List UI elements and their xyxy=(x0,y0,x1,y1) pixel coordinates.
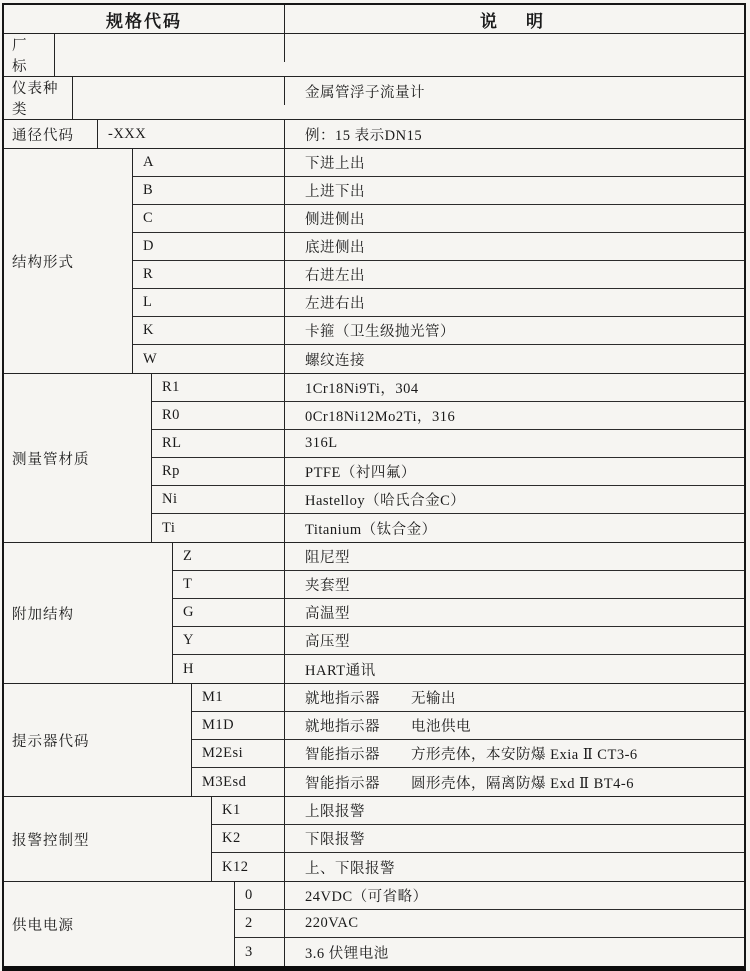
table-row xyxy=(73,77,744,105)
code-cell: Rp xyxy=(152,458,285,485)
section-additional-structure xyxy=(4,543,744,684)
code-cell: K12 xyxy=(212,853,285,881)
desc-cell: 高压型 xyxy=(305,634,350,650)
table-row xyxy=(55,34,744,62)
table-row xyxy=(235,910,744,938)
table-row xyxy=(133,205,744,233)
code-cell: M3Esd xyxy=(192,768,285,796)
desc-cell: 左进右出 xyxy=(305,296,365,312)
desc-part1: 就地指示器 xyxy=(305,719,380,735)
table-row xyxy=(192,712,744,740)
desc-cell: 24VDC（可省略） xyxy=(305,889,428,905)
desc-part2: 方形壳体，本安防爆 Exia Ⅱ CT3-6 xyxy=(411,747,638,763)
table-row xyxy=(173,655,744,683)
desc-cell: 下限报警 xyxy=(305,832,365,848)
section-instrument-type xyxy=(4,77,744,120)
code-cell: M1 xyxy=(192,684,285,711)
desc-cell: 金属管浮子流量计 xyxy=(305,84,425,101)
table-row xyxy=(133,261,744,289)
section-label: 报警控制型 xyxy=(4,797,212,881)
code-cell xyxy=(73,77,285,105)
table-row xyxy=(192,684,744,712)
table-row xyxy=(133,289,744,317)
code-cell: Z xyxy=(173,543,285,570)
section-label: 供电电源 xyxy=(4,882,235,966)
section-label: 仪表种类 xyxy=(4,77,73,119)
section-label: 附加结构 xyxy=(4,543,173,683)
table-row xyxy=(192,768,744,796)
desc-cell: 316L xyxy=(305,435,338,451)
desc-cell: 夹套型 xyxy=(305,578,350,594)
desc-cell: 0Cr18Ni12Mo2Ti，316 xyxy=(305,409,456,425)
desc-cell: 上限报警 xyxy=(305,804,365,820)
section-diameter-code xyxy=(4,120,744,149)
desc-cell xyxy=(285,684,744,711)
code-cell: B xyxy=(133,177,285,204)
desc-cell: 上、下限报警 xyxy=(305,860,395,877)
code-cell xyxy=(55,34,285,62)
code-cell: D xyxy=(133,233,285,260)
code-cell: Ti xyxy=(152,514,285,542)
table-row xyxy=(173,543,744,571)
code-cell: C xyxy=(133,205,285,232)
desc-part2: 电池供电 xyxy=(411,719,471,735)
spec-code-table xyxy=(2,3,746,971)
desc-cell: 侧进侧出 xyxy=(305,212,365,228)
table-row xyxy=(212,825,744,853)
code-cell: K1 xyxy=(212,797,285,824)
code-cell: K2 xyxy=(212,825,285,852)
desc-part2: 圆形壳体，隔离防爆 Exd Ⅱ BT4-6 xyxy=(411,775,634,792)
desc-cell: 右进左出 xyxy=(305,268,365,284)
desc-cell xyxy=(285,34,744,62)
code-cell: K xyxy=(133,317,285,344)
section-factory-mark xyxy=(4,34,744,77)
desc-cell: Hastelloy（哈氏合金C） xyxy=(305,493,466,509)
desc-part2: 无输出 xyxy=(411,691,456,707)
desc-part1: 智能指示器 xyxy=(305,775,380,792)
table-row xyxy=(173,627,744,655)
code-cell: A xyxy=(133,149,285,176)
code-cell: R xyxy=(133,261,285,288)
table-row xyxy=(173,571,744,599)
table-row xyxy=(133,317,744,345)
section-label: 通径代码 xyxy=(4,120,98,148)
table-row xyxy=(133,345,744,373)
table-row xyxy=(152,514,744,542)
code-cell: R0 xyxy=(152,402,285,429)
desc-part1: 就地指示器 xyxy=(305,691,380,707)
table-row xyxy=(152,374,744,402)
code-cell: W xyxy=(133,345,285,373)
section-power-supply xyxy=(4,882,744,966)
code-cell: M2Esi xyxy=(192,740,285,767)
section-label: 提示器代码 xyxy=(4,684,192,796)
section-tube-material xyxy=(4,374,744,543)
code-cell: T xyxy=(173,571,285,598)
section-label: 结构形式 xyxy=(4,149,133,373)
code-cell: RL xyxy=(152,430,285,457)
code-cell: L xyxy=(133,289,285,316)
table-row xyxy=(235,882,744,910)
code-cell: R1 xyxy=(152,374,285,401)
code-cell: Y xyxy=(173,627,285,654)
desc-cell xyxy=(285,712,744,739)
desc-cell: 例：15 表示DN15 xyxy=(305,127,423,144)
section-structure-form xyxy=(4,149,744,374)
desc-cell: 3.6 伏锂电池 xyxy=(305,945,389,962)
table-row xyxy=(152,458,744,486)
code-cell: 3 xyxy=(235,938,285,966)
desc-cell: 上进下出 xyxy=(305,184,365,200)
table-row xyxy=(98,120,744,148)
section-indicator-code xyxy=(4,684,744,797)
section-label: 厂 标 xyxy=(4,34,55,76)
table-row xyxy=(235,938,744,966)
code-cell: H xyxy=(173,655,285,683)
desc-cell: 1Cr18Ni9Ti，304 xyxy=(305,381,419,397)
header-spec-code: 规格代码 xyxy=(4,5,285,33)
table-row xyxy=(133,177,744,205)
section-label: 测量管材质 xyxy=(4,374,152,542)
table-row xyxy=(173,599,744,627)
desc-cell: HART通讯 xyxy=(305,662,376,679)
header-description: 说 明 xyxy=(480,11,549,31)
desc-cell xyxy=(285,740,744,767)
desc-cell: 220VAC xyxy=(305,915,359,931)
desc-cell: 卡箍（卫生级抛光管） xyxy=(305,324,455,340)
table-row xyxy=(133,149,744,177)
code-cell: Ni xyxy=(152,486,285,513)
desc-cell: 螺纹连接 xyxy=(305,352,365,369)
table-row xyxy=(192,740,744,768)
code-cell: 0 xyxy=(235,882,285,909)
code-cell: -XXX xyxy=(98,120,285,148)
desc-cell: Titanium（钛合金） xyxy=(305,521,437,538)
table-row xyxy=(152,430,744,458)
desc-cell: 阻尼型 xyxy=(305,550,350,566)
table-row xyxy=(212,797,744,825)
desc-cell: 下进上出 xyxy=(305,156,365,172)
table-row xyxy=(133,233,744,261)
code-cell: 2 xyxy=(235,910,285,937)
table-row xyxy=(152,402,744,430)
desc-cell: 底进侧出 xyxy=(305,240,365,256)
code-cell: G xyxy=(173,599,285,626)
desc-cell: PTFE（衬四氟） xyxy=(305,465,416,481)
table-row xyxy=(152,486,744,514)
desc-cell: 高温型 xyxy=(305,606,350,622)
table-row xyxy=(212,853,744,881)
code-cell: M1D xyxy=(192,712,285,739)
desc-part1: 智能指示器 xyxy=(305,747,380,763)
desc-cell xyxy=(285,768,744,796)
table-header-row xyxy=(4,5,744,34)
section-alarm-control xyxy=(4,797,744,882)
